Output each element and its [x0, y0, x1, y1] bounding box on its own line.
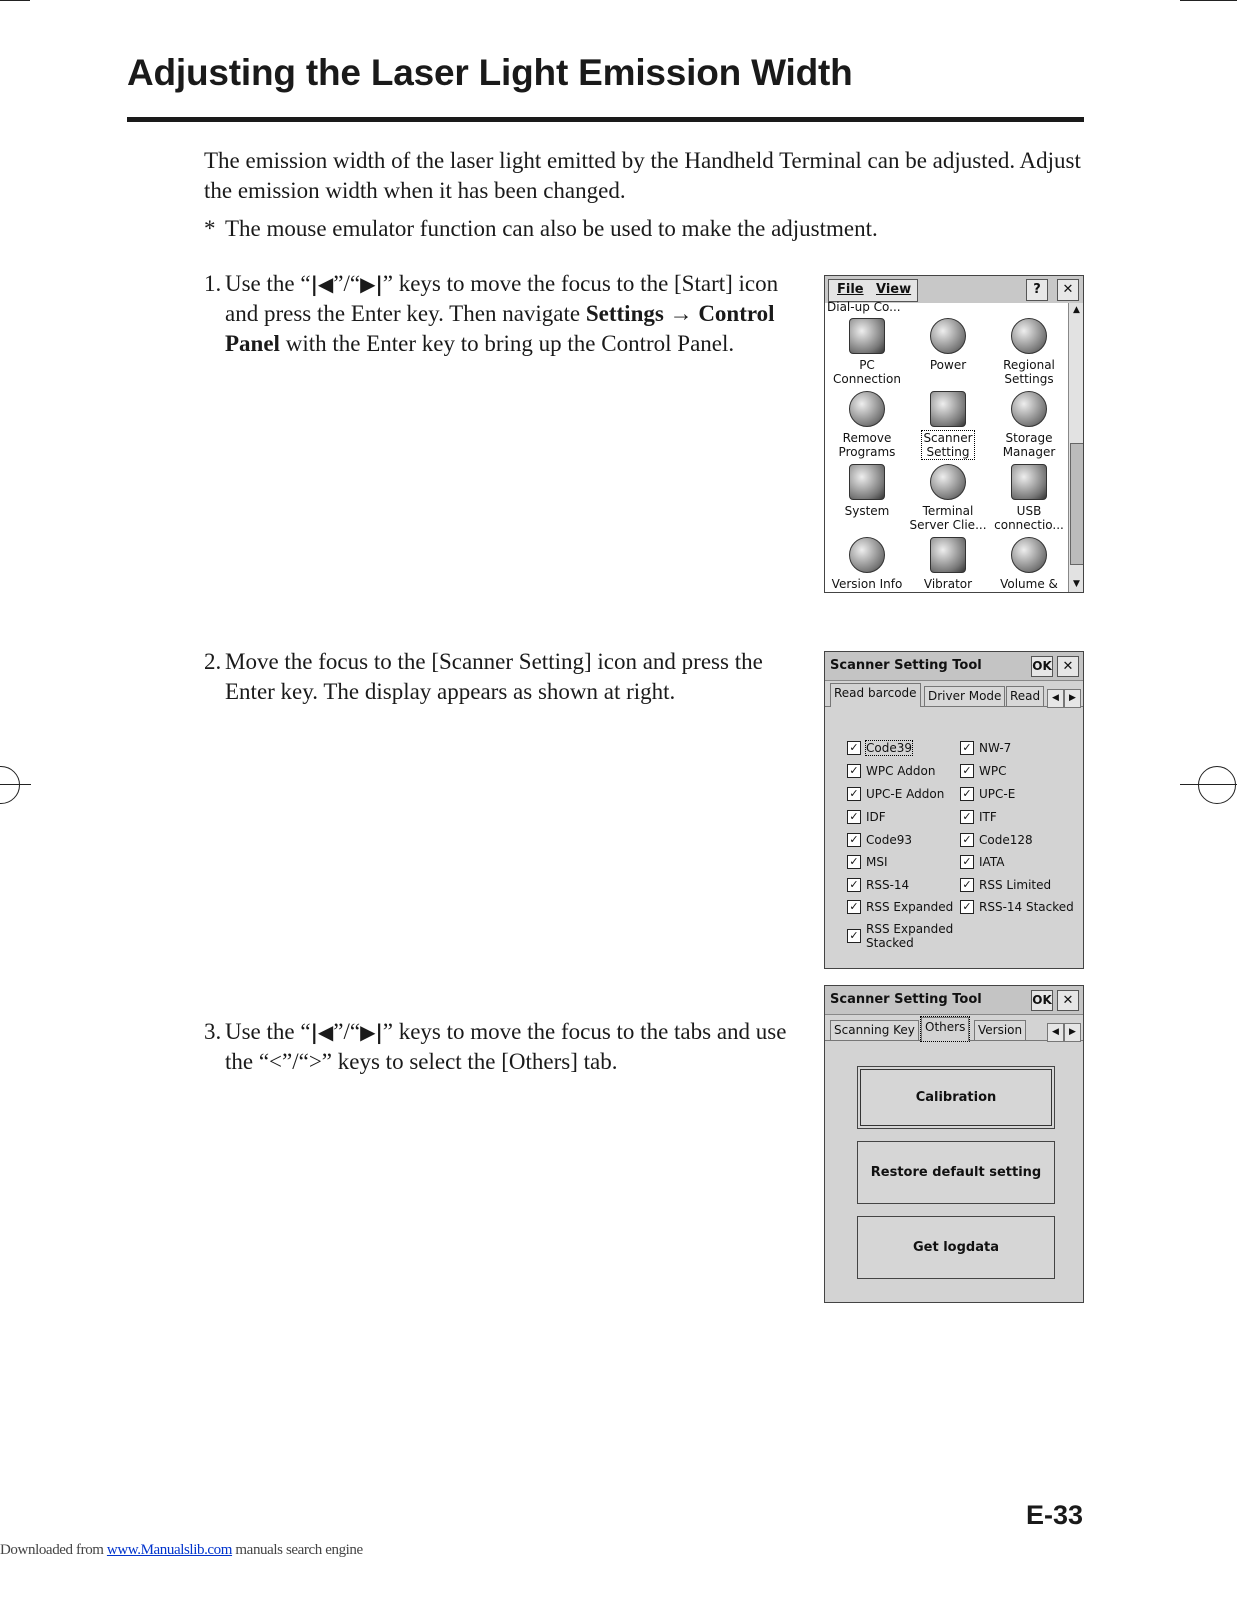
checkbox-label: Code128 [979, 833, 1033, 847]
check-icon: ✓ [960, 764, 974, 778]
vertical-scrollbar[interactable] [1068, 303, 1084, 592]
remove-programs-icon [849, 391, 885, 427]
pc-connection-icon [849, 318, 885, 354]
power-icon [930, 318, 966, 354]
cp-item-remove-programs[interactable] [827, 391, 907, 459]
control-panel-label: Control Panel [225, 301, 775, 356]
usb-connection-icon [1011, 464, 1047, 500]
checkbox-label: RSS-14 Stacked [979, 900, 1074, 914]
control-panel-grid [825, 300, 1068, 592]
cp-item-usb-connection[interactable] [989, 464, 1069, 532]
check-icon: ✓ [847, 929, 861, 943]
tab-scroll-arrows [1047, 685, 1081, 702]
help-button[interactable]: ? [1026, 279, 1048, 301]
cp-item-dialup-partial[interactable]: Dial-up Co... [827, 300, 901, 314]
note-paragraph [204, 214, 1104, 244]
cp-item-label: Regional [1003, 358, 1055, 372]
step-text [225, 1017, 794, 1077]
tab-read[interactable]: Read [1006, 686, 1044, 706]
menu-view[interactable]: View [876, 282, 912, 297]
cp-item-label: Power [929, 358, 967, 372]
check-icon: ✓ [960, 787, 974, 801]
step-text-part: with the Enter key to bring up the Control Panel. [279, 331, 735, 356]
cp-item-label: Manager [1002, 445, 1056, 459]
step-text-part: Use the “ [225, 271, 311, 296]
right-key-icon: ▶| [360, 272, 383, 296]
scanner-setting-read-barcode-screenshot [824, 651, 1084, 969]
registration-line-left [0, 784, 31, 785]
left-key-icon: |◀ [310, 1020, 334, 1044]
settings-label: Settings [585, 301, 664, 326]
check-icon: ✓ [960, 900, 974, 914]
cp-item-regional-settings[interactable] [989, 318, 1069, 386]
crop-mark-top-right [1180, 0, 1237, 1]
scroll-up-icon[interactable]: ▲ [1073, 305, 1080, 315]
ok-button[interactable]: OK [1031, 990, 1053, 1011]
checkbox-label: RSS Expanded [866, 900, 954, 914]
menu-file[interactable]: File [837, 282, 864, 297]
footer-suffix: manuals search engine [232, 1542, 363, 1558]
cp-item-label: Settings [1004, 372, 1054, 386]
step-text: Move the focus to the [Scanner Setting] icon and press the Enter key. The display appears as shown at right. [225, 649, 763, 704]
checkbox-label: IATA [979, 855, 1005, 869]
cp-item-label: Scanner [923, 431, 973, 445]
title-bar [825, 652, 1083, 681]
tab-others[interactable]: Others [921, 1017, 969, 1041]
scrollbar-thumb[interactable] [1070, 443, 1084, 565]
step-text-part: Use the “ [225, 1019, 311, 1044]
tab-strip [825, 1016, 1083, 1041]
tab-scanning-key[interactable]: Scanning Key [830, 1020, 919, 1040]
check-icon: ✓ [960, 810, 974, 824]
cp-item-vibrator[interactable] [908, 537, 988, 591]
cp-item-version-info[interactable] [827, 537, 907, 591]
cp-item-scanner-setting[interactable] [908, 391, 988, 459]
arrow-glyph: → [663, 301, 699, 326]
check-icon: ✓ [847, 900, 861, 914]
step-text-part: ” keys to move the focus to the [Start] icon and press the Enter key. Then navigate [225, 271, 779, 326]
tab-right-arrow-icon[interactable]: ▶ [1064, 1023, 1081, 1042]
checkbox-label: WPC Addon [866, 764, 936, 778]
footer-prefix: Downloaded from [0, 1542, 107, 1558]
check-icon: ✓ [847, 855, 861, 869]
step-text-part: ” keys to move the focus to the tabs and use the “<”/“>” keys to select the [Others] tab. [225, 1019, 787, 1074]
system-icon [849, 464, 885, 500]
registration-line-right [1180, 784, 1237, 785]
footer [0, 1542, 363, 1559]
cp-item-pc-connection[interactable] [827, 318, 907, 386]
step-1 [204, 269, 804, 359]
cp-item-label-focused [922, 431, 973, 459]
tab-left-arrow-icon[interactable]: ◀ [1047, 689, 1064, 708]
menu-box [828, 279, 918, 302]
cp-item-label: Version Info [831, 577, 903, 591]
cp-item-label: Volume & [1000, 577, 1058, 591]
cp-item-label: Storage [1005, 431, 1053, 445]
cp-item-label: Terminal [922, 504, 974, 518]
vibrator-icon [930, 537, 966, 573]
tab-read-barcode[interactable]: Read barcode [830, 683, 921, 707]
cp-item-label: Remove [842, 431, 892, 445]
footer-link[interactable]: www.Manualslib.com [106, 1542, 233, 1558]
terminal-server-icon [930, 464, 966, 500]
globe-icon [1011, 318, 1047, 354]
checkbox-label: Code39 [866, 741, 912, 755]
check-icon: ✓ [847, 833, 861, 847]
close-button[interactable]: ✕ [1057, 656, 1079, 677]
window-title: Scanner Setting Tool [830, 992, 982, 1007]
control-panel-screenshot [824, 275, 1084, 593]
checkbox-label-line2: Stacked [866, 936, 914, 950]
check-icon: ✓ [847, 878, 861, 892]
step-number: 2. [204, 649, 222, 674]
scanner-setting-others-screenshot [824, 985, 1084, 1303]
check-icon: ✓ [960, 855, 974, 869]
checkbox-label: ITF [979, 810, 997, 824]
cp-item-label: System [844, 504, 890, 518]
check-icon: ✓ [960, 833, 974, 847]
close-button[interactable]: ✕ [1057, 990, 1079, 1011]
version-info-icon [849, 537, 885, 573]
page-title: Adjusting the Laser Light Emission Width [127, 52, 853, 93]
cp-item-label: Vibrator [923, 577, 973, 591]
tab-scroll-arrows [1047, 1019, 1081, 1036]
page-number: E-33 [1026, 1500, 1084, 1530]
cp-item-label: Programs [838, 445, 896, 459]
cp-item-label: Setting [926, 445, 970, 459]
cp-item-label: USB [1016, 504, 1042, 518]
step-text-part: ”/“ [333, 1019, 361, 1044]
check-icon: ✓ [847, 810, 861, 824]
scanner-setting-icon [930, 391, 966, 427]
note-asterisk: * [204, 216, 216, 241]
right-key-icon: ▶| [360, 1020, 383, 1044]
step-text-part: ”/“ [333, 271, 361, 296]
cp-item-storage-manager[interactable] [989, 391, 1069, 459]
checkbox-label-line1: RSS Expanded [866, 922, 954, 936]
check-icon: ✓ [847, 787, 861, 801]
ok-button[interactable]: OK [1031, 656, 1053, 677]
cp-item-label: Server Clie... [909, 518, 987, 532]
cp-item-volume[interactable] [989, 537, 1069, 591]
left-key-icon: |◀ [310, 272, 334, 296]
checkbox-label [866, 922, 953, 950]
tab-right-arrow-icon[interactable]: ▶ [1064, 689, 1081, 708]
check-icon: ✓ [847, 764, 861, 778]
tab-version[interactable]: Version [974, 1020, 1026, 1040]
checkbox-label: RSS-14 [866, 878, 910, 892]
storage-manager-icon [1011, 391, 1047, 427]
restore-default-button[interactable]: Restore default setting [857, 1141, 1055, 1204]
checkbox-label: IDF [866, 810, 886, 824]
calibration-button[interactable]: Calibration [857, 1066, 1055, 1129]
tab-strip [825, 682, 1083, 707]
cp-item-power[interactable] [908, 318, 988, 372]
step-3 [204, 1017, 794, 1077]
cp-item-label: PC [859, 358, 875, 372]
check-icon: ✓ [960, 741, 974, 755]
checkbox-label: Code93 [866, 833, 912, 847]
step-number: 1. [204, 271, 222, 296]
get-logdata-button[interactable]: Get logdata [857, 1216, 1055, 1279]
intro-paragraph: The emission width of the laser light emitted by the Handheld Terminal can be adjusted. Adjust the emission width when it has been changed. [204, 148, 1081, 203]
scroll-down-icon[interactable]: ▼ [1073, 579, 1080, 589]
check-icon: ✓ [847, 741, 861, 755]
window-title: Scanner Setting Tool [830, 658, 982, 673]
checkbox-label: RSS Limited [979, 878, 1052, 892]
title-rule [127, 117, 1084, 122]
checkbox-label: NW-7 [979, 741, 1012, 755]
checkbox-label: UPC-E [979, 787, 1016, 801]
step-number: 3. [204, 1019, 222, 1044]
note-text: The mouse emulator function can also be used to make the adjustment. [225, 216, 878, 241]
title-bar [825, 986, 1083, 1015]
checkbox-label: WPC [979, 764, 1007, 778]
volume-icon [1011, 537, 1047, 573]
registration-mark-right [1198, 766, 1236, 804]
cp-item-terminal-server[interactable] [908, 464, 988, 532]
cp-item-label: Connection [833, 372, 901, 386]
checkbox-label: UPC-E Addon [866, 787, 945, 801]
cp-item-label: connectio... [994, 518, 1064, 532]
step-text [225, 269, 804, 359]
step-2 [204, 647, 784, 707]
tab-left-arrow-icon[interactable]: ◀ [1047, 1023, 1064, 1042]
check-icon: ✓ [960, 878, 974, 892]
registration-mark-left [0, 766, 20, 804]
cp-item-system[interactable] [827, 464, 907, 518]
close-button[interactable]: ✕ [1057, 279, 1079, 301]
checkbox-label: MSI [866, 855, 888, 869]
tab-driver-mode[interactable]: Driver Mode [924, 686, 1005, 706]
crop-mark-top-left [0, 0, 30, 1]
